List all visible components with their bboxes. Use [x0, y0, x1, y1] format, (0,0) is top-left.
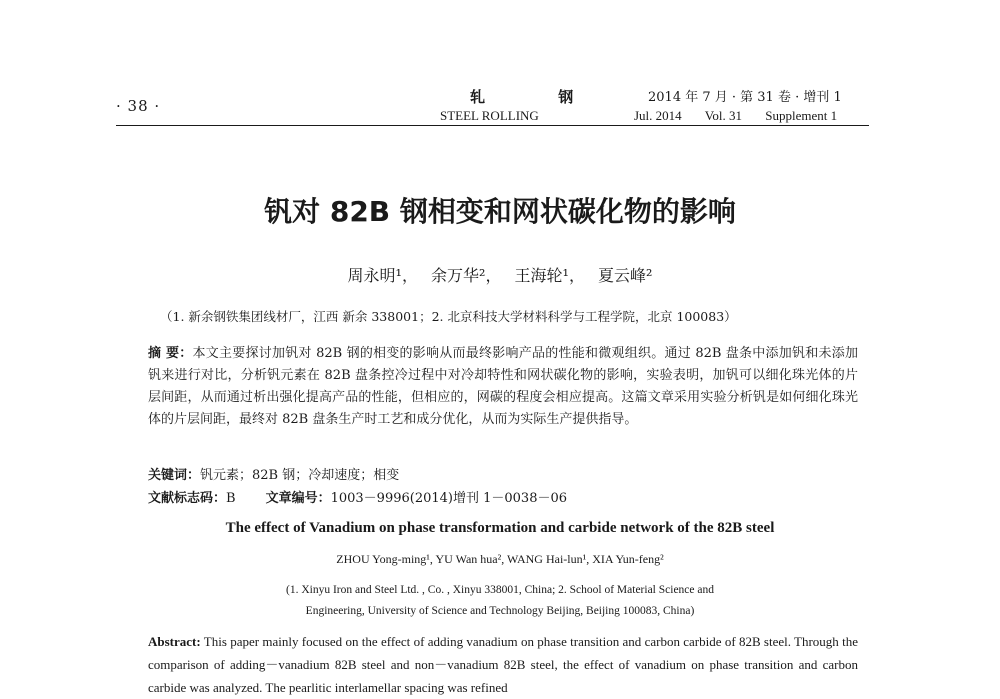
- abstract-en-text: This paper mainly focused on the effect of adding vanadium on phase transition and carbon carbide of 82B steel. Through the comparison of adding－vanadium 82B steel and non－vanadium 82B steel, the effect of vanadium on phase transition and carbon carbide was analyzed. The pearlitic interlamellar spacing was refined: [148, 634, 858, 695]
- header-rule: [116, 125, 869, 126]
- authors-cn: 周永明¹， 余万华²， 王海轮¹， 夏云峰²: [347, 266, 653, 285]
- keywords-cn: [148, 464, 399, 483]
- title-en: The effect of Vanadium on phase transformation and carbide network of the 82B steel: [225, 520, 775, 536]
- journal-name-en: STEEL ROLLING: [440, 108, 539, 123]
- abstract-cn-text: 本文主要探讨加钒对 82B 钢的相变的影响从而最终影响产品的性能和微观组织。通过 82B 盘条中添加钒和未添加钒来进行对比，分析钒元素在 82B 盘条控冷过程中对冷却特性和网状碳化物的影响，实验表明，加钒可以细化珠光体的片层间距，从而通过析出强化提高产品的性能，但相应的，网碳的程度会相应提高。这篇文章采用实验分析钒是如何细化珠光体的片层间距，最终对 82B 盘条生产时工艺和成分优化，从而为实际生产提供指导。: [148, 346, 858, 427]
- page-number: · 38 ·: [116, 97, 161, 115]
- issue-supplement: Supplement 1: [765, 108, 838, 123]
- keywords-cn-label: 关键词：: [148, 468, 201, 483]
- title-cn: 钒对 82B 钢相变和网状碳化物的影响: [264, 195, 736, 228]
- authors-en: ZHOU Yong-ming¹, YU Wan hua², WANG Hai-lun¹, XIA Yun-feng²: [336, 552, 664, 566]
- document-codes: [148, 487, 567, 506]
- abstract-en-label: Abstract:: [148, 634, 201, 649]
- issue-info-en: [634, 108, 857, 124]
- affiliation-en-line-1: (1. Xinyu Iron and Steel Ltd. , Co. , Xinyu 338001, China; 2. School of Material Science and: [286, 584, 714, 596]
- affiliation-en-line-2: Engineering, University of Science and Technology Beijing, Beijing 100083, China): [305, 605, 695, 617]
- doc-code-label: 文献标志码：: [148, 491, 227, 506]
- issue-info-cn: 2014 年 7 月 · 第 31 卷 · 增刊 1: [648, 90, 842, 105]
- affiliation-en: [0, 580, 1000, 622]
- keywords-cn-text: 钒元素；82B 钢；冷却速度；相变: [200, 468, 400, 483]
- abstract-cn-label: 摘 要：: [148, 346, 193, 361]
- abstract-en: [148, 630, 858, 699]
- doc-code: B: [226, 491, 236, 506]
- article-no: 1003－9996(2014)增刊 1－0038－06: [330, 491, 568, 506]
- journal-name-cn: 轧 钢: [470, 88, 608, 106]
- article-no-label: 文章编号：: [265, 491, 331, 506]
- issue-volume: Vol. 31: [704, 108, 743, 123]
- affiliation-cn: （1. 新余钢铁集团线材厂，江西 新余 338001；2. 北京科技大学材料科学与工程学院，北京 100083）: [160, 309, 737, 324]
- abstract-cn: [148, 343, 858, 431]
- issue-date: Jul. 2014: [634, 108, 682, 123]
